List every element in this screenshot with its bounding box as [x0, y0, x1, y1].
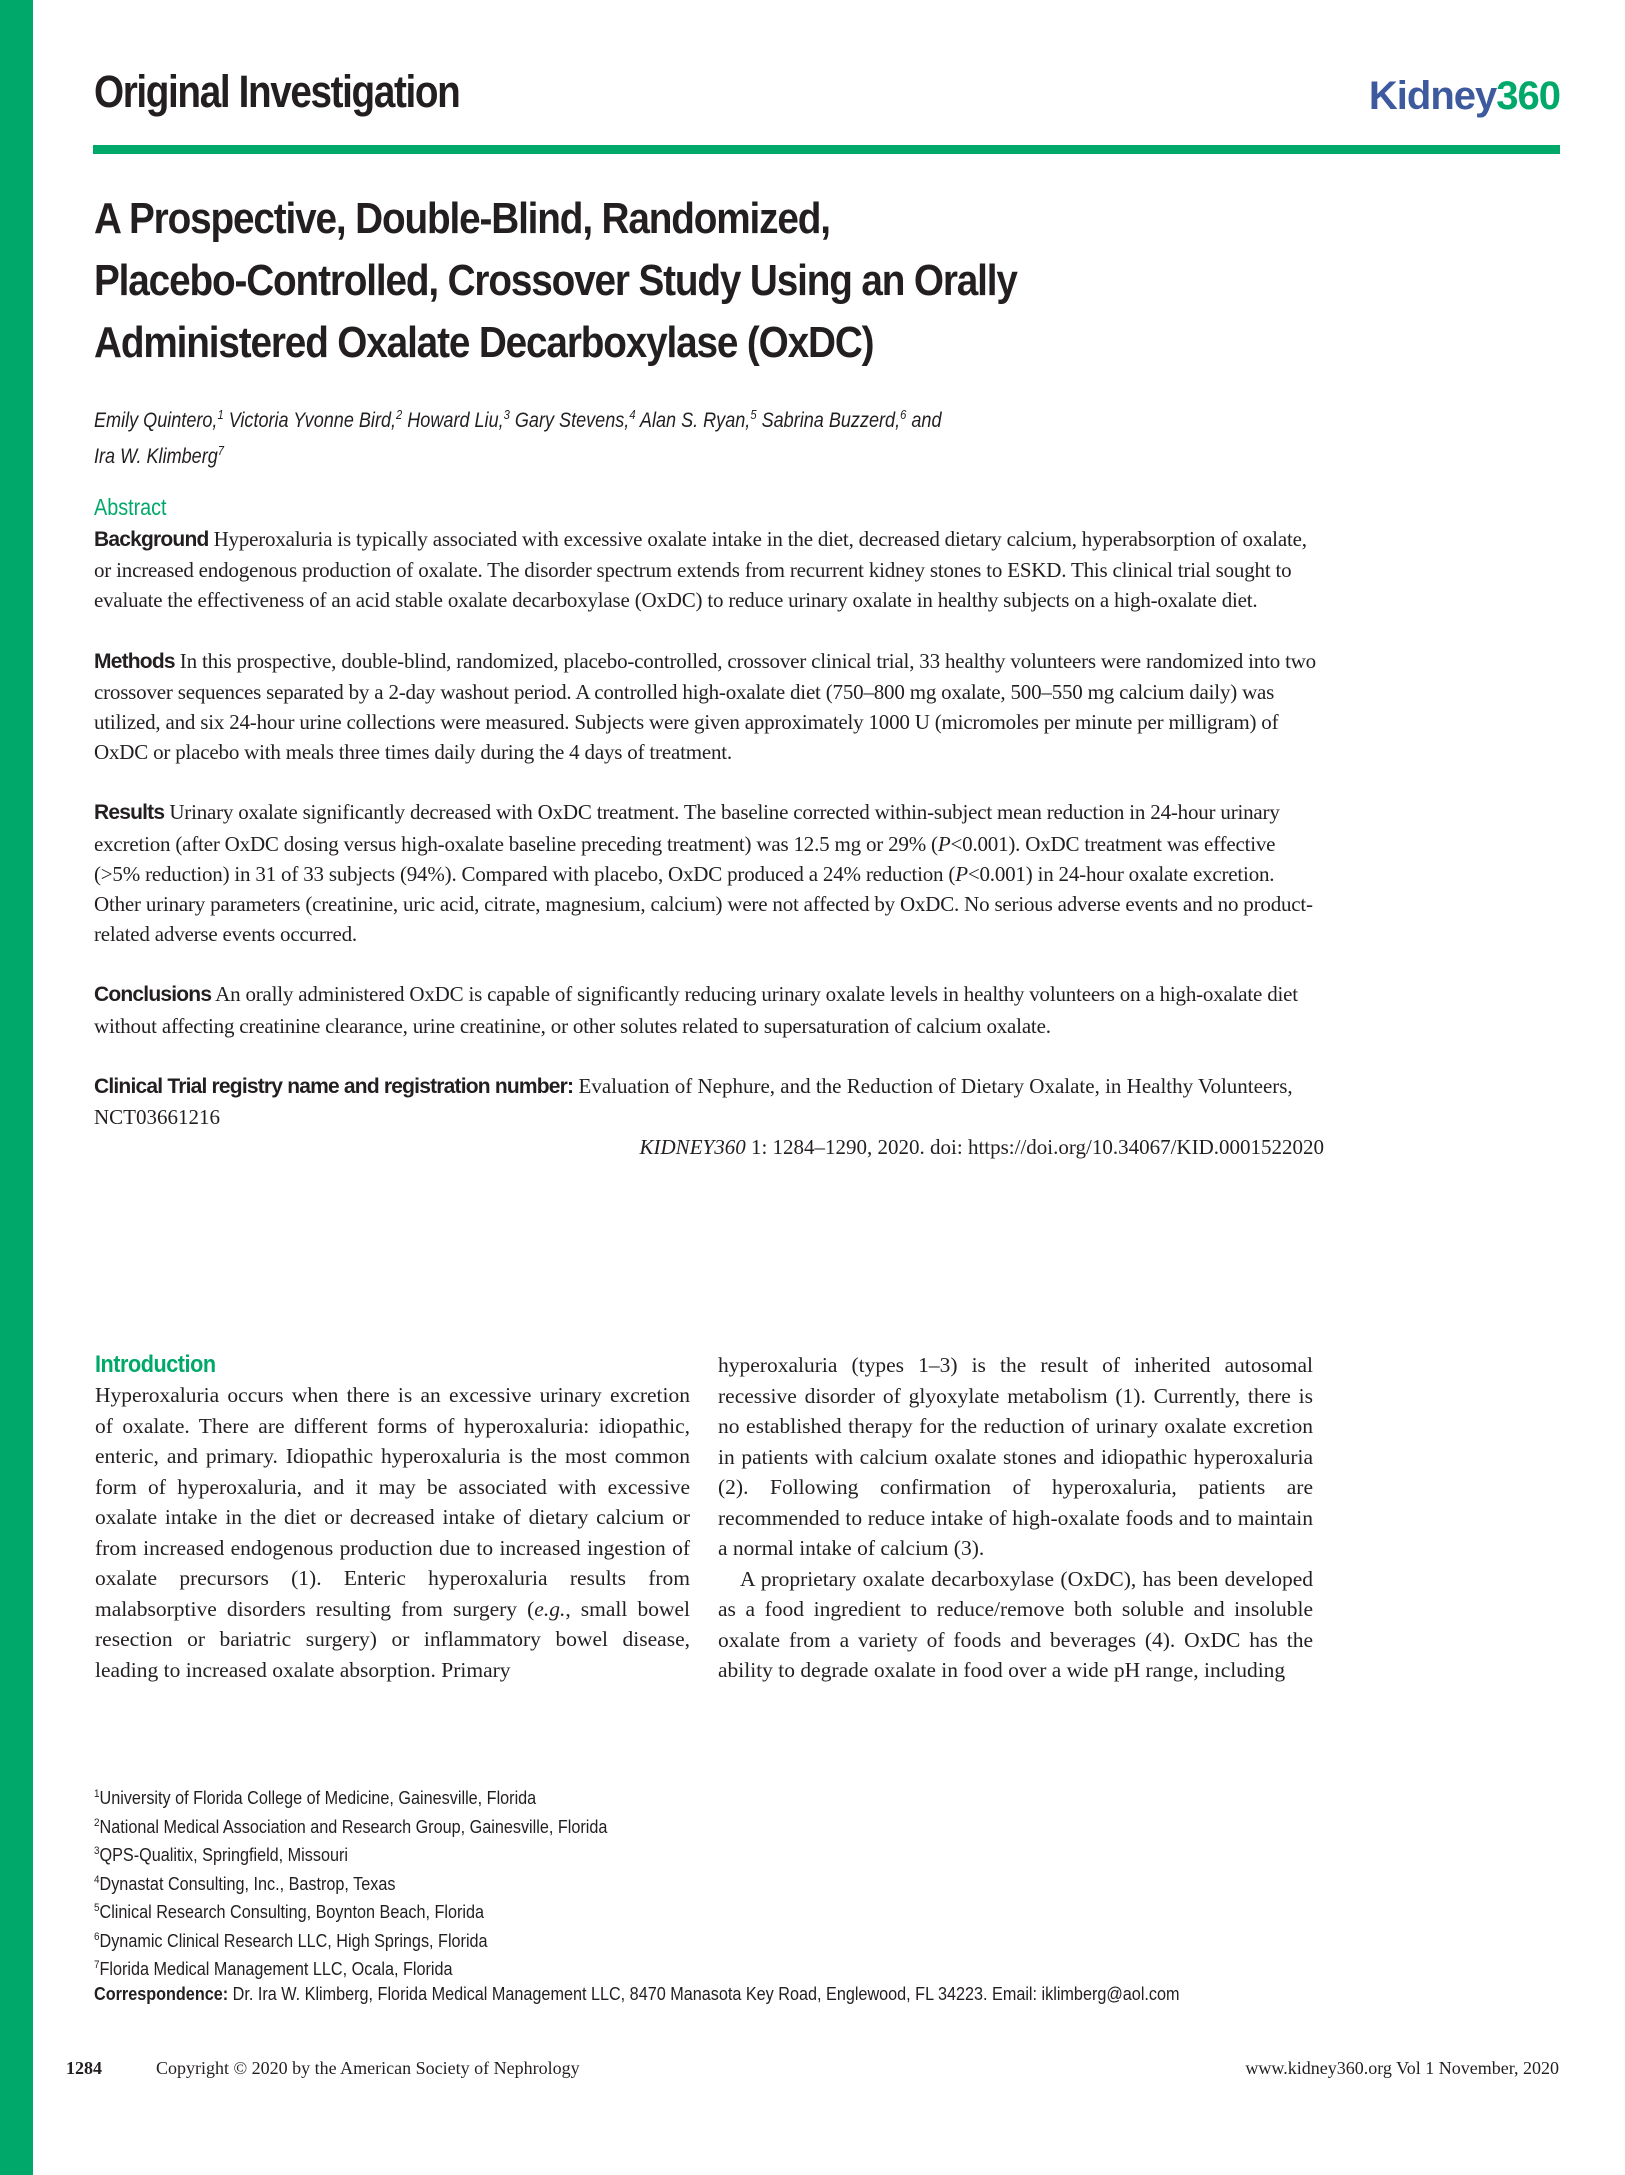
author-conjunction: and: [911, 409, 942, 432]
title-line: A Prospective, Double-Blind, Randomized,: [94, 194, 830, 243]
abstract-heading: Abstract: [94, 494, 167, 520]
journal-info: www.kidney360.org Vol 1 November, 2020: [1245, 2058, 1559, 2078]
abstract-background: Background Hyperoxaluria is typically associated with excessive oxalate intake in the diet, decreased dietary calcium, hyperabsorption of oxalate, or increased endogenous production of oxalate. The disorder spectrum extends from recurrent kidney stones to ESKD. This clinical trial sought to evaluate the effectiveness of an acid stable oxalate decarboxylase (OxDC) to reduce urinary oxalate in healthy subjects on a high-oxalate diet.: [94, 527, 1307, 613]
abstract-methods: Methods In this prospective, double-blind, randomized, placebo-controlled, crossover clinical trial, 33 healthy volunteers were randomized into two crossover sequences separated by a 2-day washout period. A controlled high-oxalate diet (750–800 mg oxalate, 500–550 mg calcium daily) was utilized, and six 24-hour urine collections were measured. Subjects were given approximately 1000 U (micromoles per minute per milligram) of OxDC or placebo with meals three times daily during the 4 days of treatment.: [94, 648, 1316, 765]
author: Alan S. Ryan,$^5$: [639, 407, 757, 432]
intro-paragraph: Hyperoxaluria occurs when there is an excessive urinary excretion of oxalate. There are different forms of hyperoxaluria: idiopathic, enteric, and primary. Idiopathic hyperoxaluria is the most common form of hyperoxaluria, and it may be associated with excessive oxalate intake in the diet or decreased intake of dietary calcium or from increased endogenous production due to increased ingestion of oxalate precursors (1). Enteric hyperoxaluria results from malabsorptive disorders resulting from surgery (e.g., small bowel resection or bariatric surgery) or inflammatory bowel disease, leading to increased oxalate absorption. Primary: [95, 1383, 690, 1682]
citation-doi: KIDNEY360 1: 1284–1290, 2020. doi: https://doi.org/10.34067/KID.0001522020: [639, 1135, 1324, 1160]
article-title: [94, 188, 1414, 374]
intro-right-column: [718, 1350, 1313, 1686]
page-number: 1284: [66, 2058, 102, 2078]
logo-360-text: 360: [1496, 74, 1560, 118]
green-side-stripe: [0, 0, 33, 2175]
logo-kidney-text: Kidney: [1368, 74, 1497, 118]
correspondence: Correspondence: Dr. Ira W. Klimberg, Florida Medical Management LLC, 8470 Manasota Key Road, Englewood, FL 34223. Email: iklimberg@aol.com: [94, 1984, 1180, 2004]
abstract-conclusions: Conclusions An orally administered OxDC is capable of significantly reducing urinary oxalate levels in healthy volunteers on a high-oxalate diet without affecting creatinine clearance, urine creatinine, or other solutes related to supersaturation of calcium oxalate.: [94, 982, 1298, 1038]
copyright: Copyright © 2020 by the American Society of Nephrology: [156, 2058, 580, 2078]
section-label: Original Investigation: [94, 66, 460, 117]
author: Ira W. Klimberg$^7$: [94, 443, 224, 468]
author: Emily Quintero,$^1$: [94, 407, 224, 432]
affiliation: $^6$Dynamic Clinical Research LLC, High Springs, Florida: [94, 1930, 488, 1951]
abstract-results: Results Urinary oxalate significantly decreased with OxDC treatment. The baseline corrected within-subject mean reduction in 24-hour urinary excretion (after OxDC dosing versus high-oxalate baseline preceding treatment) was 12.5 mg or 29% (P<0.001). OxDC treatment was effective (>5% reduction) in 31 of 33 subjects (94%). Compared with placebo, OxDC produced a 24% reduction (P<0.001) in 24-hour oxalate excretion. Other urinary parameters (creatinine, uric acid, citrate, magnesium, calcium) were not affected by OxDC. No serious adverse events and no product-related adverse events occurred.: [94, 800, 1313, 947]
affiliation: $^2$National Medical Association and Research Group, Gainesville, Florida: [94, 1816, 608, 1837]
author-list: [94, 400, 1384, 472]
affiliation: $^7$Florida Medical Management LLC, Ocala, Florida: [94, 1959, 453, 1979]
affiliation: $^1$University of Florida College of Medicine, Gainesville, Florida: [94, 1788, 537, 1808]
affiliation: $^5$Clinical Research Consulting, Boynton Beach, Florida: [94, 1902, 485, 1922]
header-rule: [93, 145, 1560, 154]
intro-left-column: [95, 1350, 690, 1685]
author: Victoria Yvonne Bird,$^2$: [228, 407, 403, 432]
author: Gary Stevens,$^4$: [514, 407, 636, 432]
introduction-heading: Introduction: [95, 1351, 216, 1378]
intro-paragraph: A proprietary oxalate decarboxylase (OxDC), has been developed as a food ingredient to reduce/remove both soluble and insoluble oxalate from a variety of foods and beverages (4). OxDC has the ability to degrade oxalate in food over a wide pH range, including: [718, 1566, 1313, 1682]
affiliations: [94, 1782, 904, 1982]
author: Sabrina Buzzerd,$^6$: [761, 407, 907, 432]
affiliation: $^3$QPS-Qualitix, Springfield, Missouri: [94, 1845, 348, 1865]
author: Howard Liu,$^3$: [407, 407, 510, 432]
journal-logo: [1369, 74, 1560, 119]
title-line: Placebo-Controlled, Crossover Study Using an Orally: [94, 256, 1017, 305]
abstract: [94, 494, 1324, 1162]
affiliation: $^4$Dynastat Consulting, Inc., Bastrop, Texas: [94, 1873, 396, 1894]
clinical-trial-registry: Clinical Trial registry name and registration number: Evaluation of Nephure, and the Reduction of Dietary Oxalate, in Healthy Volunteers, NCT03661216: [94, 1073, 1293, 1130]
title-line: Administered Oxalate Decarboxylase (OxDC): [94, 318, 874, 367]
intro-paragraph: hyperoxaluria (types 1–3) is the result of inherited autosomal recessive disorder of glyoxylate metabolism (1). Currently, there is no established therapy for the reduction of urinary oxalate excretion in patients with calcium oxalate stones and idiopathic hyperoxaluria (2). Following confirmation of hyperoxaluria, patients are recommended to reduce intake of high-oxalate foods and to maintain a normal intake of calcium (3).: [718, 1353, 1313, 1560]
